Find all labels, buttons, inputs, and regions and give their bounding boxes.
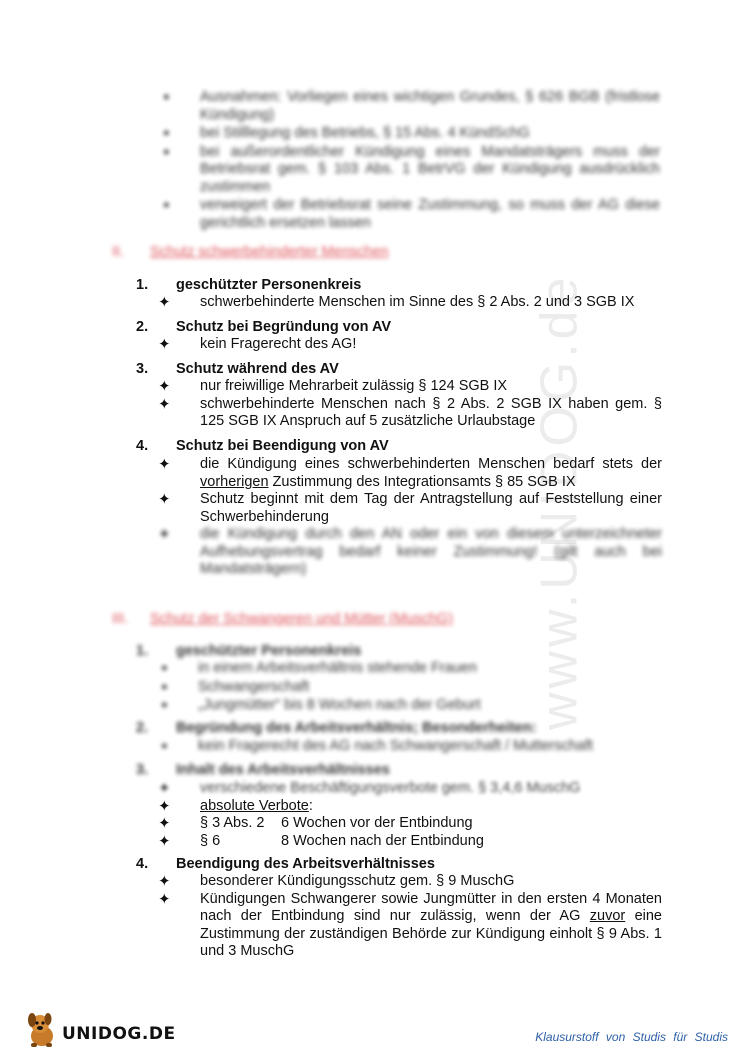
- star-bullet-icon: ✦: [158, 395, 171, 413]
- star-list: [158, 780, 662, 850]
- list-item: ✦ kein Fragerecht des AG!: [158, 336, 357, 353]
- star-bullet-icon: ✦: [158, 815, 171, 832]
- subsection-number: 4.: [136, 856, 149, 872]
- list-item: ● Ausnahmen: Vorliegen eines wichtigen Grundes, § 626 BGB (fristlose Kündigung): [160, 89, 660, 124]
- list-item: ● bei außerordentlicher Kündigung eines Mandatsträgers muss der Betriebsrat gem. § 103 Abs. 1 BetrVG der Kündigung ausdrücklich zustimmen: [160, 144, 660, 197]
- subsection-number: 2.: [136, 720, 149, 736]
- section-ii-heading: [112, 244, 389, 262]
- subsection-number: 1.: [136, 643, 149, 659]
- subsection-title: Inhalt des Arbeitsverhältnisses: [176, 762, 390, 778]
- star-list: [158, 456, 662, 579]
- subsection-heading: [136, 720, 536, 738]
- list-item: ● in einem Arbeitsverhältnis stehende Frauen: [158, 660, 662, 678]
- dog-mascot-icon: [22, 1010, 62, 1050]
- subsection-number: 2.: [136, 319, 149, 335]
- dot-list: [158, 738, 662, 757]
- list-item: ✦ besonderer Kündigungsschutz gem. § 9 MuschG: [158, 873, 515, 890]
- subsection-number: 3.: [136, 361, 149, 377]
- subsection-heading: [136, 319, 391, 337]
- dot-list: [158, 660, 662, 716]
- list-item: ● Schwangerschaft: [158, 679, 662, 697]
- star-bullet-icon: ✦: [158, 456, 171, 473]
- list-item: ● bei Stilllegung des Betriebs, § 15 Abs. 4 KündSchG: [160, 125, 660, 143]
- list-item: ✦ Kündigungen Schwangerer sowie Jungmütter in den ersten 4 Monaten nach der Entbindung sind nur zulässig, wenn der AG zuvor eine Zustimmung der zuständigen Behörde zur Kündigung einholt § 9 Abs. 1 und 3 MuschG: [158, 890, 662, 959]
- star-bullet-icon: ✦: [158, 797, 171, 815]
- list-item: ✦ § 6 8 Wochen nach der Entbindung: [158, 832, 484, 850]
- subsection-heading: [136, 277, 361, 295]
- list-item: ✦ die Kündigung durch den AN oder ein von diesem unterzeichneter Aufhebungsvertrag bedarf keiner Zustimmung! (gilt auch bei Mandatsträgern): [158, 526, 662, 577]
- star-list: [158, 336, 662, 354]
- subsection-heading: [136, 438, 389, 456]
- section-numeral: III.: [112, 611, 129, 627]
- subsection-heading: [136, 361, 339, 379]
- star-bullet-icon: ✦: [158, 294, 171, 311]
- subsection-number: 4.: [136, 438, 149, 454]
- list-item: ● kein Fragerecht des AG nach Schwangerschaft / Mutterschaft: [158, 738, 662, 756]
- list-item: ✦ § 3 Abs. 2 6 Wochen vor der Entbindung: [158, 815, 473, 832]
- list-item: ● „Jungmütter“ bis 8 Wochen nach der Geburt: [158, 697, 662, 715]
- subsection-title: Schutz während des AV: [176, 361, 339, 377]
- list-item: ● verweigert der Betriebsrat seine Zustimmung, so muss der AG diese gerichtlich ersetzen lassen: [160, 197, 660, 232]
- subsection-title: geschützter Personenkreis: [176, 643, 362, 659]
- star-bullet-icon: ✦: [158, 526, 171, 543]
- star-bullet-icon: ✦: [158, 832, 171, 850]
- subsection-title: Beendigung des Arbeitsverhältnisses: [176, 856, 435, 872]
- star-bullet-icon: ✦: [158, 890, 171, 908]
- unidog-logo: [22, 1010, 176, 1052]
- subsection-number: 3.: [136, 762, 149, 778]
- list-item: ✦ verschiedene Beschäftigungsverbote gem. § 3,4,6 MuschG: [158, 780, 581, 797]
- section-iii-heading: [112, 611, 453, 629]
- star-list: [158, 378, 662, 431]
- list-item: ✦ absolute Verbote:: [158, 797, 313, 815]
- footer-tagline: Klausurstoff von Studis für Studis: [535, 1030, 728, 1044]
- subsection-heading: [136, 856, 435, 874]
- subsection-title: Schutz bei Beendigung von AV: [176, 438, 389, 454]
- watermark: www.UNIDOG.de: [530, 273, 589, 730]
- list-item: ✦ die Kündigung eines schwerbehinderten Menschen bedarf stets der vorherigen Zustimmung des Integrationsamts § 85 SGB IX: [158, 456, 662, 490]
- top-bullet-list: [160, 89, 660, 233]
- subsection-title: Begründung des Arbeitsverhältnis; Besonderheiten:: [176, 720, 537, 736]
- star-bullet-icon: ✦: [158, 491, 171, 508]
- section-title: Schutz der Schwangeren und Mütter (MuschG): [150, 611, 454, 627]
- list-item: ✦ Schutz beginnt mit dem Tag der Antragstellung auf Feststellung einer Schwerbehinderung: [158, 491, 662, 525]
- subsection-heading: [136, 643, 361, 661]
- list-item: ✦ schwerbehinderte Menschen im Sinne des § 2 Abs. 2 und 3 SGB IX: [158, 294, 635, 311]
- section-title: Schutz schwerbehinderter Menschen: [150, 244, 389, 260]
- star-list: [158, 873, 662, 961]
- subsection-title: geschützter Personenkreis: [176, 277, 362, 293]
- star-list: [158, 294, 662, 312]
- section-numeral: II.: [112, 244, 125, 260]
- subsection-title: Schutz bei Begründung von AV: [176, 319, 392, 335]
- star-bullet-icon: ✦: [158, 378, 171, 395]
- list-item: ✦ nur freiwillige Mehrarbeit zulässig § 124 SGB IX: [158, 378, 508, 395]
- subsection-number: 1.: [136, 277, 149, 293]
- list-item: ✦ schwerbehinderte Menschen nach § 2 Abs. 2 SGB IX haben gem. § 125 SGB IX Anspruch auf 5 zusätzliche Urlaubstage: [158, 395, 662, 429]
- star-bullet-icon: ✦: [158, 336, 171, 353]
- logo-text: UNIDOG.DE: [62, 1024, 176, 1044]
- subsection-heading: [136, 762, 390, 780]
- star-bullet-icon: ✦: [158, 873, 171, 890]
- star-bullet-icon: ✦: [158, 780, 171, 797]
